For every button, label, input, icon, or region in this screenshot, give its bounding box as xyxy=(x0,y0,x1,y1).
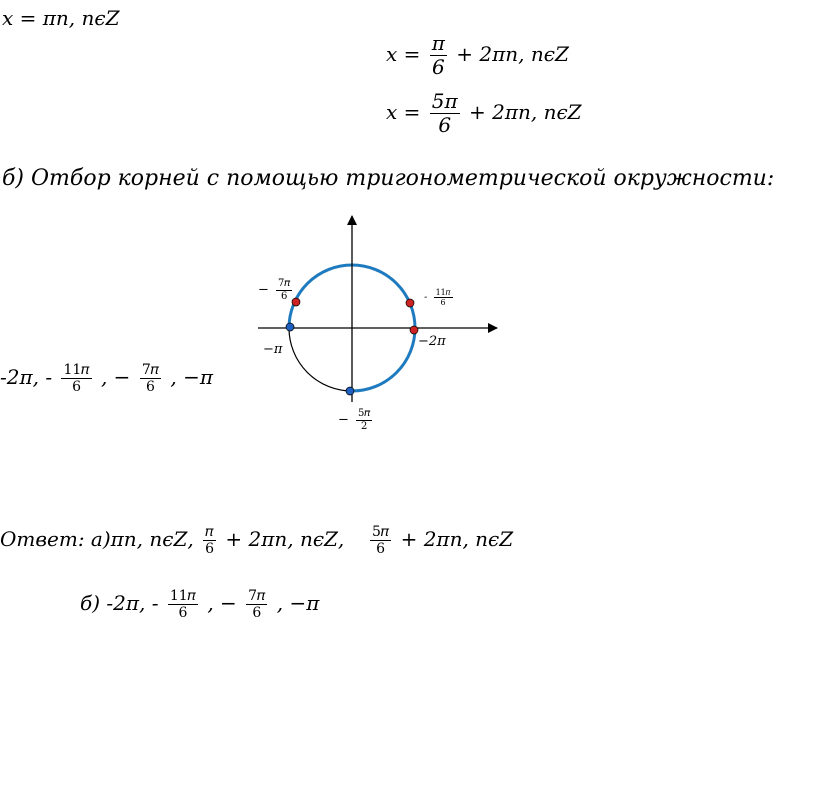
roots-start: -2𝜋, - xyxy=(0,365,53,390)
answer-a-f1-denominator: 6 xyxy=(205,541,214,558)
label-5pi2-denominator: 2 xyxy=(361,420,368,432)
label-11pi6-denominator: 6 xyxy=(440,298,446,308)
eq3-rhs: + 2𝜋𝑛, 𝑛𝜖𝑍 xyxy=(469,100,582,124)
answer-b-fraction-11pi6 xyxy=(168,588,198,621)
answer-a-f1-rest: + 2𝜋𝑛, 𝑛𝜖𝑍, xyxy=(225,527,345,552)
label-7pi6-fraction xyxy=(276,278,292,302)
eq2-lhs: 𝑥 = xyxy=(386,42,421,66)
roots-f2-numerator: 7𝜋 xyxy=(141,362,160,378)
label-11pi6-fraction xyxy=(434,288,453,307)
label-11pi6-sign: - xyxy=(424,292,428,304)
answer-a xyxy=(0,524,513,557)
answer-a-label: : а)𝜋𝑛, 𝑛𝜖𝑍, xyxy=(77,527,194,552)
roots-f2-denominator: 6 xyxy=(145,379,155,396)
answer-a-f2-numerator: 5𝜋 xyxy=(372,524,390,540)
point-minus-2pi xyxy=(410,326,418,334)
answer-b-end: , −𝜋 xyxy=(276,591,320,616)
answer-a-f2-denominator: 6 xyxy=(376,541,386,558)
equation-x-pi-n: 𝑥 = 𝜋𝑛, 𝑛𝜖𝑍 xyxy=(2,6,120,30)
eq3-lhs: 𝑥 = xyxy=(386,100,421,124)
eq2-denominator: 6 xyxy=(431,55,445,79)
label-11pi6-numerator: 11𝜋 xyxy=(435,288,451,297)
roots-end: , −𝜋 xyxy=(170,365,214,390)
answer-b-f2-numerator: 7𝜋 xyxy=(248,588,266,604)
label-minus-7pi6 xyxy=(258,278,295,302)
roots-f1-denominator: 6 xyxy=(72,379,81,396)
point-minus-11pi6 xyxy=(406,299,414,307)
answer-a-f1-numerator: 𝜋 xyxy=(203,524,216,541)
eq3-numerator: 5𝜋 xyxy=(431,89,458,113)
answer-a-fraction-pi6 xyxy=(203,524,216,557)
label-minus-5pi2 xyxy=(338,408,375,432)
roots-f1-numerator: 11𝜋 xyxy=(63,362,90,378)
label-7pi6-numerator: 7𝜋 xyxy=(278,278,291,289)
label-5pi2-fraction xyxy=(356,408,372,432)
point-minus-pi xyxy=(286,323,294,331)
section-heading: б) Отбор корней с помощью тригонометрической окружности: xyxy=(2,166,775,191)
answer-prefix: Ответ xyxy=(0,527,78,552)
label-minus-11pi6 xyxy=(424,288,456,307)
answer-b-f2-denominator: 6 xyxy=(252,605,262,622)
label-5pi2-sign: − xyxy=(338,412,349,428)
answer-b-f1-numerator: 11𝜋 xyxy=(169,588,196,604)
eq2-rhs: + 2𝜋𝑛, 𝑛𝜖𝑍 xyxy=(456,42,569,66)
answer-b xyxy=(80,588,319,621)
label-minus-2pi: −2𝜋 xyxy=(418,334,446,349)
answer-b-start: б) -2𝜋, - xyxy=(80,591,159,616)
answer-b-mid: , − xyxy=(207,591,237,616)
eq3-denominator: 6 xyxy=(438,113,452,137)
answer-b-f1-denominator: 6 xyxy=(178,605,188,622)
label-minus-pi: −𝜋 xyxy=(263,342,283,357)
answer-a-fraction-5pi6 xyxy=(370,524,391,557)
roots-mid: , − xyxy=(100,365,131,390)
label-7pi6-sign: − xyxy=(258,282,269,298)
point-minus-5pi2 xyxy=(346,387,354,395)
answer-a-f2-rest: + 2𝜋𝑛, 𝑛𝜖𝑍 xyxy=(400,527,514,552)
label-5pi2-numerator: 5𝜋 xyxy=(358,408,371,419)
label-7pi6-denominator: 6 xyxy=(281,290,288,302)
eq2-numerator: 𝜋 xyxy=(431,31,445,55)
answer-b-fraction-7pi6 xyxy=(246,588,267,621)
